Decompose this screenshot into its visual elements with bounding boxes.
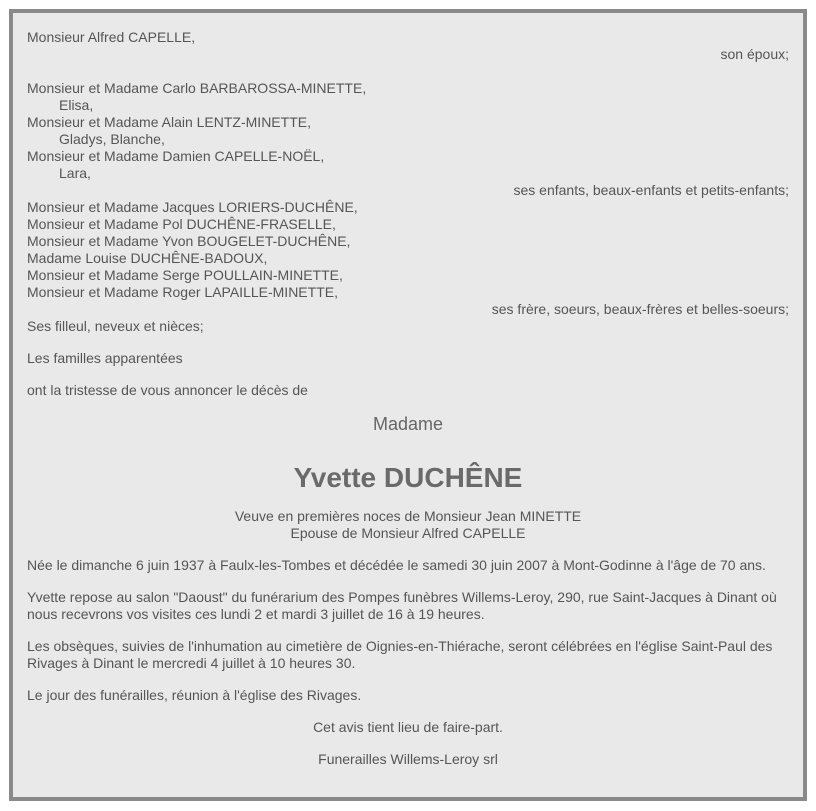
sibling-line: Monsieur et Madame Pol DUCHÊNE-FRASELLE,: [27, 216, 336, 232]
birth-death-paragraph: Née le dimanche 6 juin 1937 à Faulx-les-Tombes et décédée le samedi 30 juin 2007 à Mont-Godinne à l'âge de 70 ans.: [27, 557, 766, 573]
sibling-line: Monsieur et Madame Serge POULLAIN-MINETTE,: [27, 267, 343, 283]
deceased-title: Madame: [372, 414, 444, 434]
sibling-line: Monsieur et Madame Roger LAPAILLE-MINETTE,: [27, 284, 338, 300]
grandchild-line: Elisa,: [59, 97, 94, 113]
sibling-line: Monsieur et Madame Yvon BOUGELET-DUCHÊNE,: [27, 233, 351, 249]
spouse-line: Monsieur Alfred CAPELLE,: [27, 29, 196, 45]
widow-line: Veuve en premières noces de Monsieur Jean MINETTE: [234, 508, 582, 524]
meeting-paragraph: Le jour des funérailles, réunion à l'église des Rivages.: [27, 687, 362, 703]
children-relation: ses enfants, beaux-enfants et petits-enfants;: [513, 182, 789, 198]
related-families-line: Les familles apparentées: [27, 350, 183, 366]
siblings-relation: ses frère, soeurs, beaux-frères et belles-soeurs;: [491, 301, 789, 317]
family-line: Monsieur et Madame Carlo BARBAROSSA-MINETTE,: [27, 80, 367, 96]
faire-part-line: Cet avis tient lieu de faire-part.: [313, 719, 503, 735]
announcement-line: ont la tristesse de vous annoncer le décès de: [27, 382, 308, 398]
sibling-line: Monsieur et Madame Jacques LORIERS-DUCHÊNE,: [27, 199, 358, 215]
visitation-paragraph: Yvette repose au salon "Daoust" du funérarium des Pompes funèbres Willems-Leroy, 290, rue Saint-Jacques à Dinant où nous recevrons vos visites ces lundi 2 et mardi 3 juillet de 16 à 19 heures.: [27, 589, 777, 622]
sibling-line: Madame Louise DUCHÊNE-BADOUX,: [27, 250, 268, 266]
grandchild-line: Gladys, Blanche,: [59, 131, 165, 147]
family-line: Monsieur et Madame Damien CAPELLE-NOËL,: [27, 148, 325, 164]
family-line: Monsieur et Madame Alain LENTZ-MINETTE,: [27, 114, 311, 130]
death-notice-frame: [9, 9, 807, 801]
death-notice-content: [27, 29, 789, 768]
godchildren-line: Ses filleul, neveux et nièces;: [27, 318, 204, 334]
deceased-name: Yvette DUCHÊNE: [293, 462, 523, 493]
grandchild-line: Lara,: [59, 165, 91, 181]
spouse-relation: son époux;: [720, 46, 789, 62]
spouse-of-line: Epouse de Monsieur Alfred CAPELLE: [290, 525, 526, 541]
funeral-home-line: Funerailles Willems-Leroy srl: [318, 751, 498, 767]
funeral-paragraph: Les obsèques, suivies de l'inhumation au cimetière de Oignies-en-Thiérache, seront célébrées en l'église Saint-Paul des Rivages à Dinant le mercredi 4 juillet à 10 heures 30.: [27, 638, 773, 671]
